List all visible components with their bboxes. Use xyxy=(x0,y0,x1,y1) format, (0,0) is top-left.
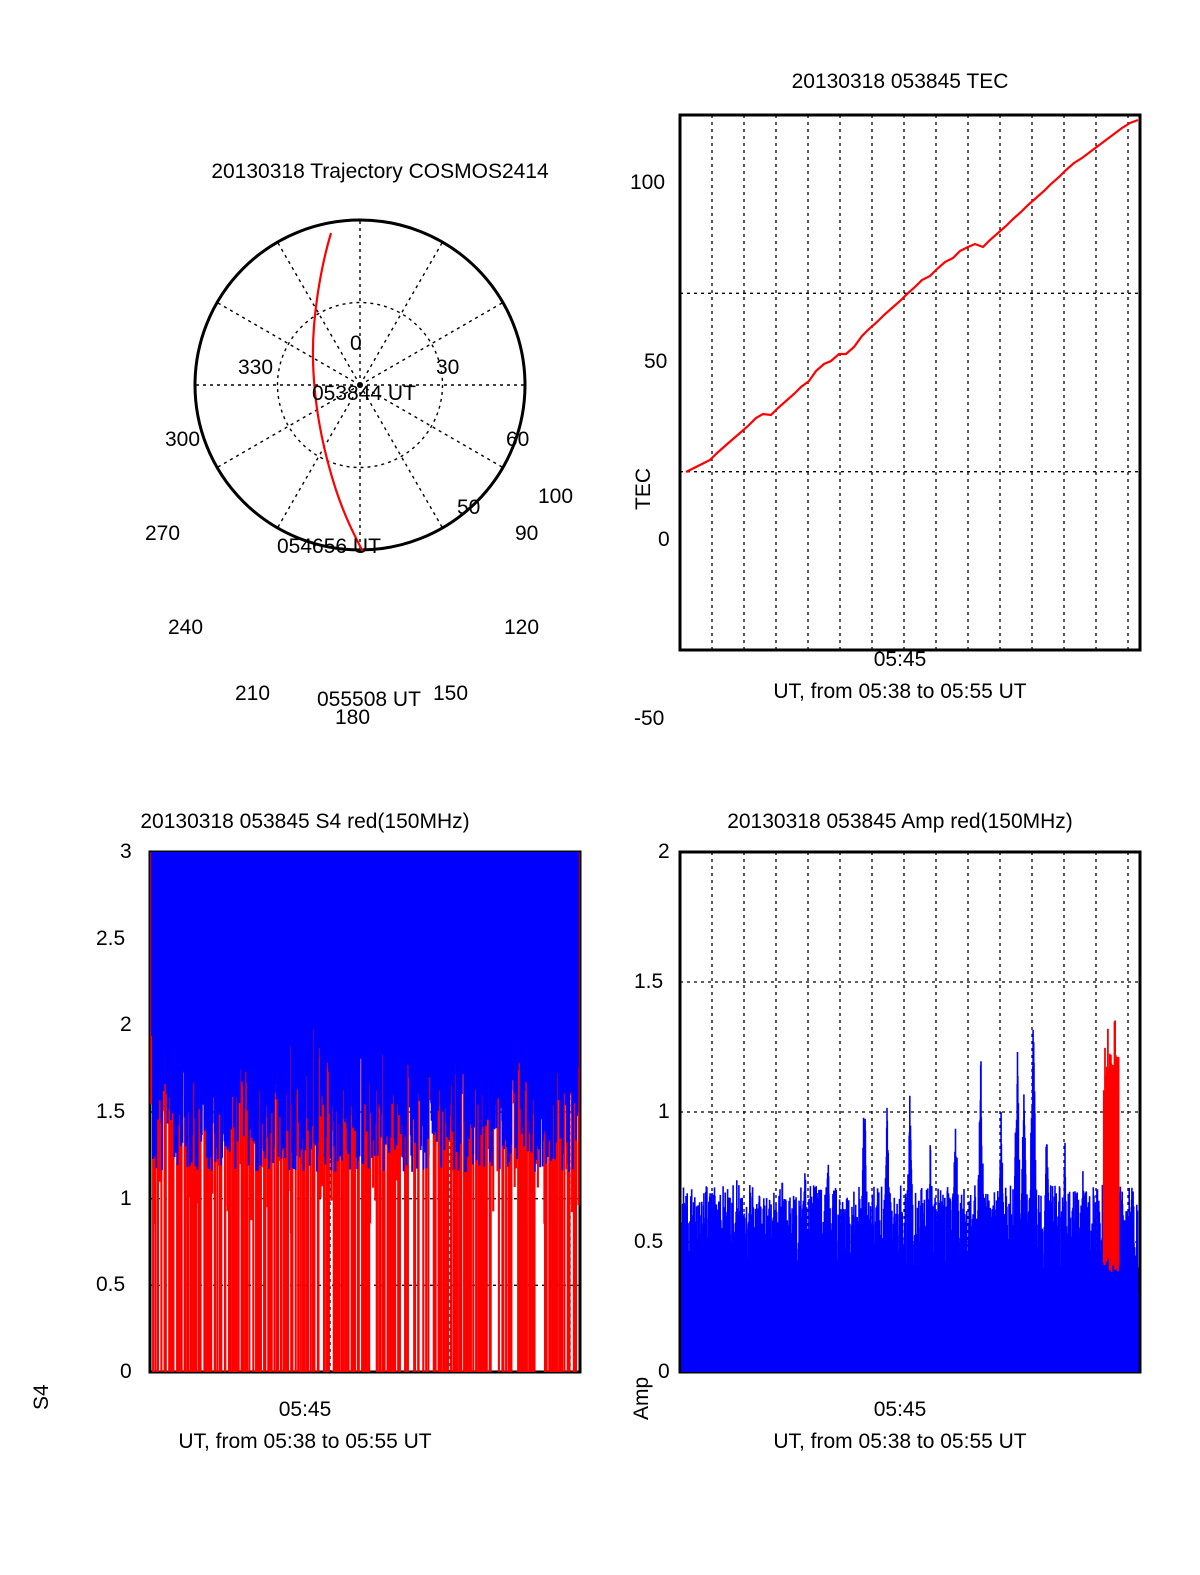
amp-ytick-2: 2 xyxy=(658,840,670,863)
polar-radial-label-100: 100 xyxy=(538,485,574,508)
tec-y-axis-label: TEC xyxy=(632,468,655,510)
s4-panel xyxy=(20,810,590,1470)
s4-chart-title: 20130318 053845 S4 red(150MHz) xyxy=(140,810,470,833)
polar-az-label-0: 0 xyxy=(350,332,362,355)
polar-annotation-mid: 054656 UT xyxy=(277,535,381,558)
s4-ytick-3: 3 xyxy=(120,840,132,863)
tec-x-axis-label: UT, from 05:38 to 05:55 UT xyxy=(773,680,1027,703)
tec-ytick-50: 50 xyxy=(644,350,668,373)
amp-chart-title: 20130318 053845 Amp red(150MHz) xyxy=(727,810,1073,833)
polar-az-label-30: 30 xyxy=(436,356,460,379)
tec-plot-frame xyxy=(680,115,1140,650)
polar-az-label-90: 90 xyxy=(515,522,539,545)
amp-y-axis-label: Amp xyxy=(630,1376,653,1420)
trajectory-polar-panel xyxy=(120,160,640,729)
polar-radial-label-50: 50 xyxy=(457,496,481,519)
tec-xtick-0545: 05:45 xyxy=(873,648,927,671)
s4-ytick-1p5: 1.5 xyxy=(96,1100,126,1123)
amp-x-axis-label: UT, from 05:38 to 05:55 UT xyxy=(773,1430,1027,1453)
polar-az-label-150: 150 xyxy=(433,682,469,705)
amp-ytick-1p5: 1.5 xyxy=(634,970,664,993)
polar-annotation-start: 053844 UT xyxy=(312,382,416,405)
s4-x-axis-label: UT, from 05:38 to 05:55 UT xyxy=(178,1430,432,1453)
s4-y-axis-label: S4 xyxy=(30,1384,53,1410)
amp-xtick-0545: 05:45 xyxy=(873,1398,927,1421)
s4-ytick-2: 2 xyxy=(120,1013,132,1036)
amp-panel xyxy=(620,810,1180,1470)
tec-ytick-100: 100 xyxy=(630,171,666,194)
polar-az-label-60: 60 xyxy=(506,428,530,451)
s4-ytick-0p5: 0.5 xyxy=(96,1273,126,1296)
amp-ytick-0: 0 xyxy=(658,1360,670,1383)
polar-az-label-300: 300 xyxy=(165,428,201,451)
amp-plot-svg xyxy=(620,810,1180,1420)
tec-ytick-minus50: -50 xyxy=(634,707,665,730)
polar-annotation-end: 055508 UT xyxy=(317,688,421,711)
polar-az-label-240: 240 xyxy=(168,616,204,639)
s4-ytick-0: 0 xyxy=(120,1360,132,1383)
s4-ytick-2p5: 2.5 xyxy=(96,927,126,950)
polar-chart-title: 20130318 Trajectory COSMOS2414 xyxy=(211,160,549,183)
polar-plot-svg xyxy=(120,160,640,600)
tec-chart-title: 20130318 053845 TEC xyxy=(791,70,1009,93)
s4-xtick-0545: 05:45 xyxy=(278,1398,332,1421)
amp-ytick-1: 1 xyxy=(658,1100,670,1123)
polar-az-label-180: 180 xyxy=(335,706,371,729)
polar-az-label-210: 210 xyxy=(235,682,271,705)
polar-az-label-270: 270 xyxy=(145,522,181,545)
polar-az-label-120: 120 xyxy=(504,616,540,639)
tec-plot-svg xyxy=(620,70,1180,670)
polar-az-label-330: 330 xyxy=(238,356,274,379)
s4-ytick-1: 1 xyxy=(120,1187,132,1210)
tec-panel xyxy=(620,70,1180,730)
amp-ytick-0p5: 0.5 xyxy=(634,1230,664,1253)
tec-ytick-0: 0 xyxy=(658,528,670,551)
